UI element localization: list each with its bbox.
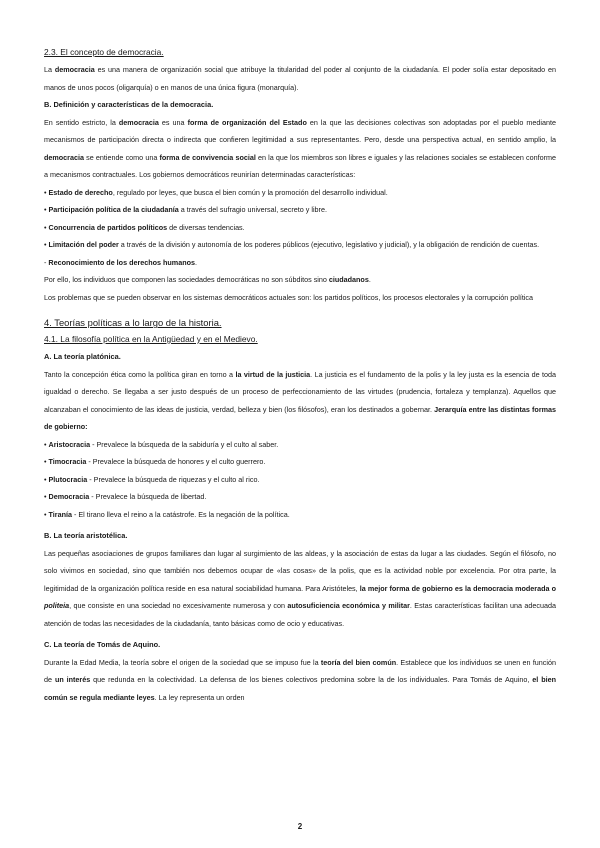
text-run: a través del sufragio universal, secreto y libre. — [178, 205, 327, 214]
subsection-heading: C. La teoría de Tomás de Aquino. — [44, 640, 161, 649]
document-body — [44, 44, 556, 706]
bold-term: Concurrencia de partidos políticos — [48, 222, 168, 232]
text-run: . La ley representa un orden — [154, 692, 245, 702]
bold-term: Participación política de la ciudadanía — [48, 205, 179, 214]
bold-term: Estado de derecho — [48, 187, 113, 197]
paragraph — [44, 114, 556, 184]
spacer — [44, 306, 556, 310]
text-run: . Establece que los individuos se unen en función de — [44, 657, 556, 684]
text-run: - Prevalece la búsqueda de libertad. — [89, 492, 207, 501]
text-run: a través de la división y autonomía de los poderes públicos (ejecutivo, legislativo y judicial), y la obligación de rendición de cuentas. — [118, 240, 540, 249]
text-run: • — [44, 439, 49, 449]
text-run: • — [44, 492, 49, 501]
bold-term: democracia — [44, 152, 84, 162]
text-run: . La justicia es el fundamento de la polis y la ley justa es la esencia de toda igualdad o derecho. Se llegaba a ser justo después de un proceso de perfeccionamiento de las virtudes (prudencia, fortaleza y templanza). Aquellos que alcanzaban el conocimiento de las ideas de justicia, verdad, belleza y bien (los filósofos), eran los destinados a gobernar. — [44, 369, 556, 414]
bold-term: Jerarquía entre las distintas formas de gobierno: — [44, 404, 556, 431]
text-run: • — [44, 187, 49, 197]
bold-term: el bien común se regula mediante leyes — [44, 675, 556, 702]
paragraph — [44, 545, 556, 633]
subsection-heading: B. Definición y características de la democracia. — [44, 100, 214, 109]
bold-term: Reconocimiento de los derechos humanos — [48, 257, 195, 267]
section-heading: 4. Teorías políticas a lo largo de la historia. — [44, 317, 222, 328]
text-run: - Prevalece la búsqueda de riquezas y el culto al rico. — [87, 474, 260, 484]
paragraph — [44, 254, 556, 272]
page-number: 2 — [297, 822, 303, 831]
paragraph — [44, 453, 556, 471]
paragraph — [44, 201, 556, 219]
bold-term: democracia — [118, 117, 159, 127]
bold-term: Democracia — [48, 492, 90, 501]
paragraph — [44, 184, 556, 202]
paragraph — [44, 471, 556, 489]
text-run: • — [44, 474, 49, 484]
bold-term: Tiranía — [48, 509, 72, 519]
paragraph — [44, 654, 556, 707]
text-run: se entiende como una — [83, 152, 160, 162]
text-run: - Prevalece la búsqueda de la sabiduría y el culto al saber. — [90, 439, 279, 449]
text-run: Los problemas que se pueden observar en los sistemas democráticos actuales son: los partidos políticos, los procesos electorales y la corrupción política — [44, 292, 534, 302]
text-run: - Prevalece la búsqueda de honores y el culto guerrero. — [86, 457, 266, 466]
text-run: , regulado por leyes, que busca el bien común y la promoción del desarrollo individual. — [112, 187, 388, 197]
text-run: es una manera de organización social que atribuye la titularidad del poder al conjunto de la ciudadanía. El poder solía estar depositado en manos de unos pocos (oligarquía) o en manos de una única figura (monarquía). — [44, 65, 556, 92]
text-run: Por ello, los individuos que componen las sociedades democráticas no son súbditos sino — [44, 275, 329, 284]
section-heading: 2.3. El concepto de democracia. — [44, 47, 164, 57]
text-run: • — [44, 509, 49, 519]
bold-term: forma de convivencia social — [159, 152, 256, 162]
bold-term: forma de organización del Estado — [187, 117, 307, 127]
text-run: de diversas tendencias. — [167, 222, 245, 232]
text-run: en la que las decisiones colectivas son adoptadas por el pueblo mediante mecanismos de participación directa o indirecta que confieren legitimidad a sus representantes. Pero, desde una perspectiva actual, en sentido amplio, la — [44, 117, 557, 144]
bold-term: autosuficiencia económica y militar — [287, 601, 410, 610]
section-heading: 4.1. La filosofía política en la Antigüedad y en el Medievo. — [44, 334, 258, 344]
paragraph — [44, 236, 556, 254]
bold-term: un interés — [54, 675, 91, 684]
text-run: • — [44, 457, 49, 466]
text-run: Durante la Edad Media, la teoría sobre el origen de la sociedad que se impuso fue la — [44, 657, 321, 667]
bold-term: Aristocracia — [48, 439, 91, 449]
text-run: . — [194, 257, 197, 267]
text-run: en la que los miembros son libres e iguales y las relaciones sociales se establecen conforme a mecanismos contractuales. Los gobiernos democráticos reunirían determinadas características: — [44, 152, 556, 179]
italic-term: politeia — [44, 601, 70, 610]
text-run: • — [44, 222, 49, 232]
text-run: - El tirano lleva el reino a la catástrofe. Es la negación de la política. — [71, 509, 290, 519]
text-run: En sentido estricto, la — [44, 117, 119, 127]
text-run: , que consiste en una sociedad no excesivamente numerosa y con — [69, 601, 288, 610]
bold-term: teoría del bien común — [320, 657, 397, 667]
paragraph — [44, 488, 556, 506]
paragraph — [44, 61, 556, 96]
subsection-heading: B. La teoría aristotélica. — [44, 531, 128, 540]
paragraph — [44, 289, 556, 307]
paragraph — [44, 271, 556, 289]
paragraph — [44, 219, 556, 237]
text-run: Tanto la concepción ética como la política giran en torno a — [44, 369, 236, 379]
subsection-heading: A. La teoría platónica. — [44, 352, 121, 361]
bold-term: ciudadanos — [328, 275, 369, 284]
text-run: que redunda en la colectividad. La defensa de los bienes colectivos predomina sobre la de los individuales. Para Tomás de Aquino, — [90, 675, 533, 684]
bold-term: Timocracia — [48, 457, 87, 466]
paragraph — [44, 436, 556, 454]
text-run: Las pequeñas asociaciones de grupos familiares dan lugar al surgimiento de las aldeas, y la asociación de estas da lugar a las ciudades. Según el filósofo, no solo vivimos en sociedad, sino que también nos debemos ocupar de «las cosas» de la polis, que es la actividad noble por excelencia. Por otra parte, la legitimidad de la organización política reside en esa natural sociabilidad humana. Para Aristóteles, — [44, 548, 556, 593]
paragraph — [44, 366, 556, 436]
bold-term: la mejor forma de gobierno es la democracia moderada o — [359, 583, 556, 593]
text-run: • — [44, 205, 49, 214]
text-run: . — [368, 275, 371, 284]
text-run: es una — [158, 117, 188, 127]
paragraph — [44, 506, 556, 524]
text-run: La — [44, 65, 55, 74]
text-run: - — [44, 257, 49, 267]
bold-term: Limitación del poder — [48, 240, 119, 249]
bold-term: la virtud de la justicia — [235, 369, 311, 379]
text-run: • — [44, 240, 49, 249]
text-run: . Estas características facilitan una adecuada atención de todas las necesidades de la ciudadanía, tanto básicas como de ocio y educativas. — [44, 601, 556, 628]
bold-term: Plutocracia — [48, 474, 88, 484]
bold-term: democracia — [54, 65, 95, 74]
